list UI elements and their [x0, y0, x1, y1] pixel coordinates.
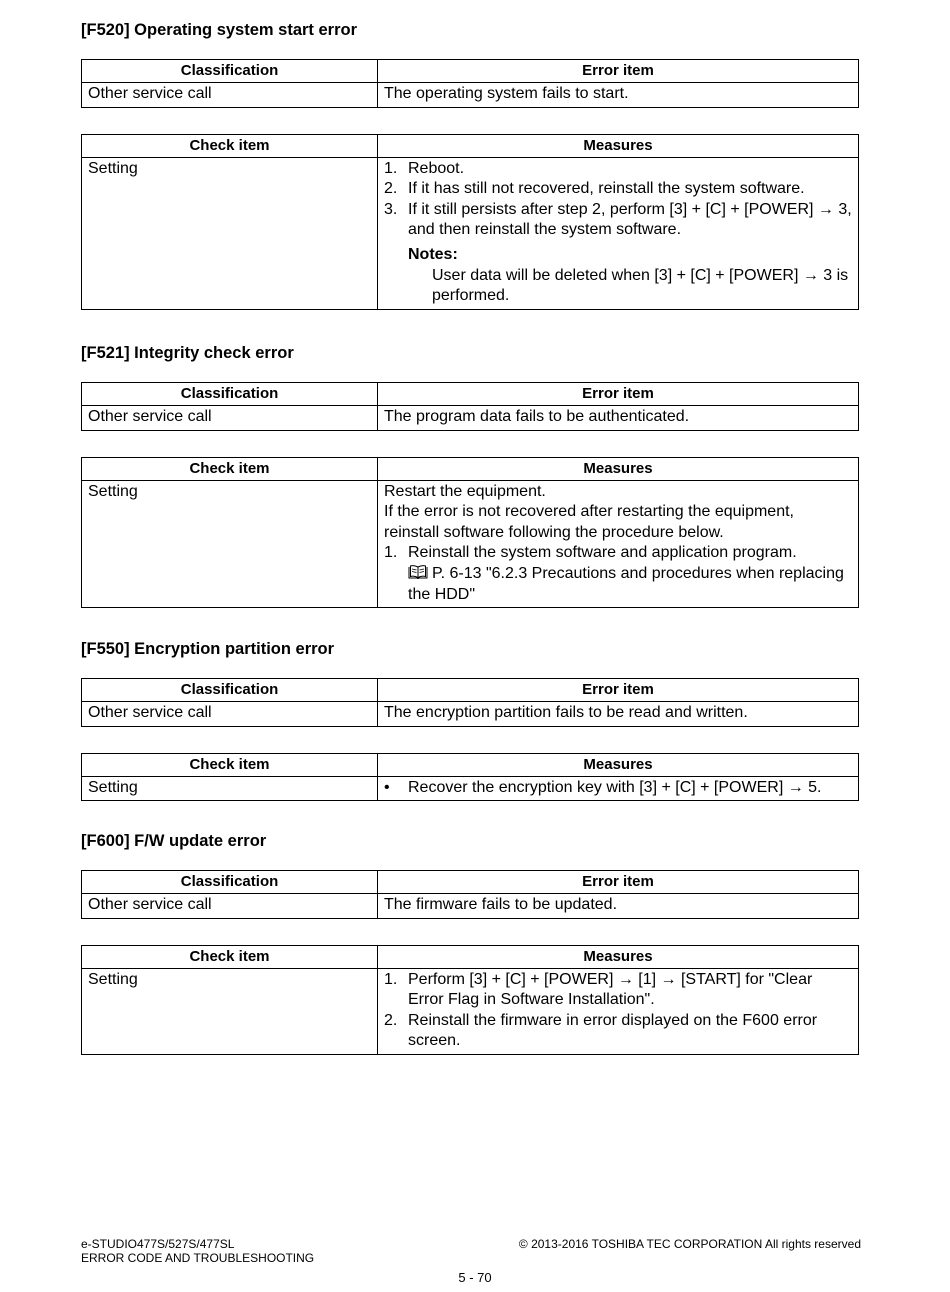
bullet-item: • Recover the encryption key with [3] + [C] + [POWER] → 5. [384, 778, 822, 796]
footer-chapter: ERROR CODE AND TROUBLESHOOTING [81, 1251, 315, 1265]
check-item-header: Check item [82, 457, 378, 480]
footer-copyright: © 2013-2016 TOSHIBA TEC CORPORATION All rights reserved [518, 1237, 861, 1251]
intro-text: Restart the equipment. [384, 482, 546, 500]
step-item: 1. Reboot. [384, 159, 465, 177]
step-item: 2. Reinstall the firmware in error displayed on the F600 error screen. [384, 1011, 818, 1050]
measures-cell [378, 480, 859, 608]
section-title: [F521] Integrity check error [81, 344, 294, 362]
measures-table [81, 457, 859, 609]
classification-header: Classification [82, 60, 378, 83]
check-item-cell: Setting [82, 968, 378, 1054]
measures-table [81, 753, 859, 802]
step-item: 1. Reinstall the system software and application program. [384, 544, 797, 562]
classification-table [81, 382, 859, 431]
classification-header: Classification [82, 871, 378, 894]
error-item-header: Error item [378, 383, 859, 406]
check-item-cell: Setting [82, 157, 378, 309]
measures-header: Measures [378, 457, 859, 480]
error-item-cell: The firmware fails to be updated. [378, 894, 859, 919]
error-item-header: Error item [378, 871, 859, 894]
classification-table [81, 59, 859, 108]
check-item-cell: Setting [82, 776, 378, 801]
error-item-cell: The encryption partition fails to be read and written. [378, 702, 859, 727]
classification-header: Classification [82, 383, 378, 406]
book-icon [408, 565, 428, 579]
reference-link[interactable]: P. 6-13 "6.2.3 Precautions and procedures when replacing the HDD" [408, 564, 844, 603]
section-f521 [81, 341, 858, 608]
footer-left [81, 1237, 314, 1265]
check-item-header: Check item [82, 945, 378, 968]
error-item-header: Error item [378, 60, 859, 83]
section-title: [F520] Operating system start error [81, 21, 358, 39]
classification-table [81, 678, 859, 727]
check-item-header: Check item [82, 134, 378, 157]
section-f600 [81, 829, 858, 1055]
page-number: 5 - 70 [458, 1270, 492, 1285]
section-title: [F600] F/W update error [81, 832, 267, 850]
intro-text: If the error is not recovered after restarting the equipment, reinstall software following the procedure below. [384, 503, 794, 541]
check-item-cell: Setting [82, 480, 378, 608]
measures-header: Measures [378, 753, 859, 776]
error-item-cell: The program data fails to be authenticated. [378, 406, 859, 431]
classification-header: Classification [82, 679, 378, 702]
classification-cell: Other service call [82, 83, 378, 108]
measures-header: Measures [378, 134, 859, 157]
step-item: 3. If it still persists after step 2, perform [3] + [C] + [POWER] → 3, and then reinstall the system software. [384, 200, 852, 239]
classification-cell: Other service call [82, 406, 378, 431]
footer-model: e-STUDIO477S/527S/477SL [81, 1237, 235, 1251]
classification-table [81, 870, 859, 919]
step-item: 2. If it has still not recovered, reinstall the system software. [384, 180, 805, 198]
check-item-header: Check item [82, 753, 378, 776]
section-f550 [81, 637, 858, 801]
measures-table [81, 945, 859, 1055]
step-item: 1. Perform [3] + [C] + [POWER] → [1] → [START] for "Clear Error Flag in Software Installation". [384, 970, 813, 1009]
notes-text: User data will be deleted when [3] + [C] + [POWER] → 3 is performed. [432, 266, 849, 305]
measures-cell [378, 157, 859, 309]
error-item-cell: The operating system fails to start. [378, 83, 859, 108]
classification-cell: Other service call [82, 702, 378, 727]
section-f520 [81, 18, 858, 310]
classification-cell: Other service call [82, 894, 378, 919]
error-item-header: Error item [378, 679, 859, 702]
measures-cell [378, 776, 859, 801]
measures-table [81, 134, 859, 310]
measures-cell [378, 968, 859, 1054]
notes-title: Notes: [408, 245, 458, 263]
section-title: [F550] Encryption partition error [81, 640, 335, 658]
measures-header: Measures [378, 945, 859, 968]
